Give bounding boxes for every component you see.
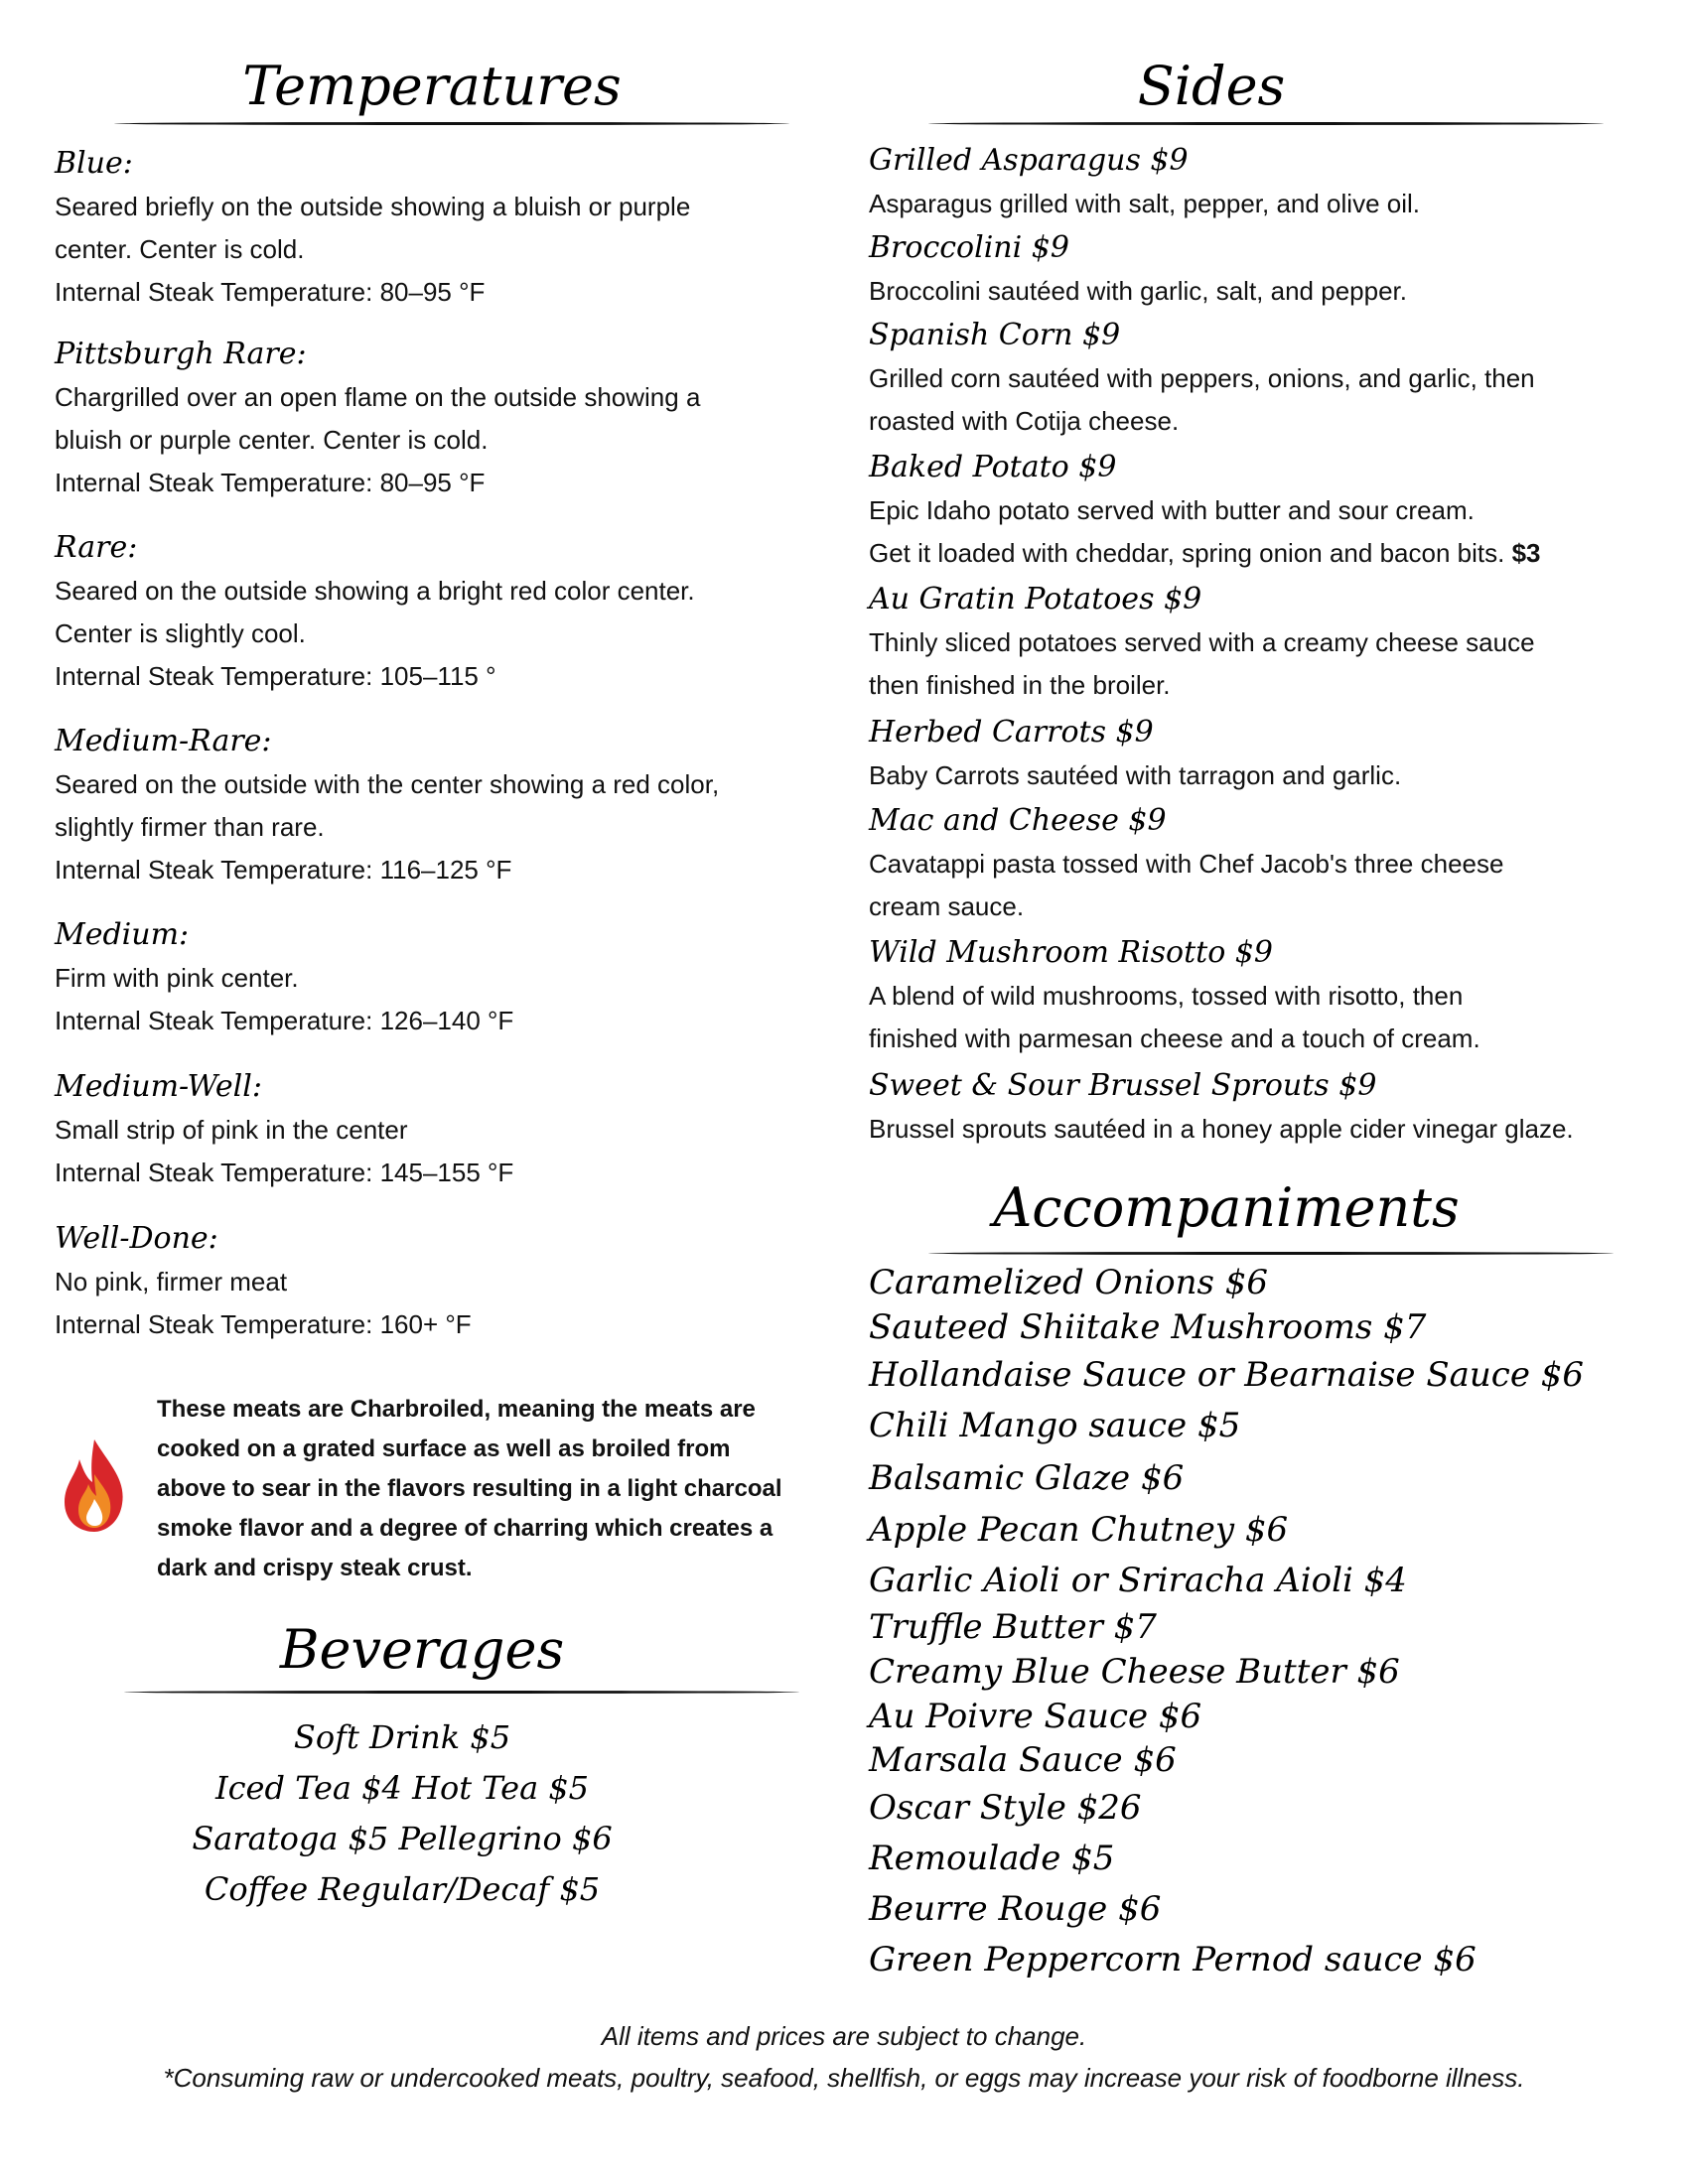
side-item xyxy=(869,446,1663,575)
accompaniment-item: Garlic Aioli or Sriracha Aioli $4 xyxy=(869,1561,1407,1600)
side-name: Wild Mushroom Risotto $9 xyxy=(869,935,1273,970)
accompaniment-item: Beurre Rouge $6 xyxy=(869,1889,1162,1929)
side-item xyxy=(869,226,1663,313)
beverage-line: Soft Drink $5 xyxy=(293,1718,511,1756)
side-name: Sweet & Sour Brussel Sprouts $9 xyxy=(869,1068,1377,1103)
charbroiled-note: These meats are Charbroiled, meaning the meats are cooked on a grated surface as well as broiled from above to sear in the flavors resulting in a light charcoal smoke flavor and a degree of charring which creates a dark and crispy steak crust. xyxy=(157,1396,782,1581)
temperature-item-medium-well xyxy=(55,1065,789,1194)
temperature-item-medium xyxy=(55,913,789,1042)
side-item xyxy=(869,578,1663,707)
accompaniment-item: Remoulade $5 xyxy=(869,1839,1115,1878)
accompaniment-item: Hollandaise Sauce or Bearnaise Sauce $6 xyxy=(869,1355,1585,1395)
temperature-desc: bluish or purple center. Center is cold. xyxy=(55,425,489,455)
temperature-internal: Internal Steak Temperature: 105–115 ° xyxy=(55,661,496,691)
flame-icon xyxy=(55,1434,134,1534)
accompaniment-item: Oscar Style $26 xyxy=(869,1788,1142,1828)
side-desc: Asparagus grilled with salt, pepper, and olive oil. xyxy=(869,189,1420,218)
accompaniment-item: Apple Pecan Chutney $6 xyxy=(869,1510,1289,1550)
side-item xyxy=(869,799,1663,928)
side-desc: cream sauce. xyxy=(869,891,1025,921)
loaded-price: $3 xyxy=(1511,538,1541,568)
temperature-item-medium-rare xyxy=(55,720,789,891)
side-desc: then finished in the broiler. xyxy=(869,670,1171,700)
temperature-desc: Center is slightly cool. xyxy=(55,618,306,648)
temperature-desc: Seared on the outside showing a bright red color center. xyxy=(55,576,695,606)
accompaniment-item: Green Peppercorn Pernod sauce $6 xyxy=(869,1940,1477,1979)
side-name: Spanish Corn $9 xyxy=(869,318,1121,352)
temperature-desc: Firm with pink center. xyxy=(55,963,299,993)
temperature-desc: No pink, firmer meat xyxy=(55,1267,288,1297)
side-item xyxy=(869,139,1663,225)
side-name: Broccolini $9 xyxy=(869,230,1069,265)
beverage-line: Iced Tea $4 Hot Tea $5 xyxy=(214,1769,590,1807)
side-item xyxy=(869,1064,1663,1151)
side-item xyxy=(869,931,1663,1060)
side-desc: Grilled corn sautéed with peppers, onions, and garlic, then xyxy=(869,363,1535,393)
side-item xyxy=(869,314,1663,443)
beverages-divider xyxy=(124,1691,799,1694)
temperature-internal: Internal Steak Temperature: 80–95 °F xyxy=(55,468,486,497)
accompaniment-item: Creamy Blue Cheese Butter $6 xyxy=(869,1652,1400,1692)
beverage-line: Saratoga $5 Pellegrino $6 xyxy=(192,1820,613,1857)
accompaniments-divider xyxy=(928,1252,1614,1255)
temperature-desc: center. Center is cold. xyxy=(55,234,305,264)
temperature-name: Medium: xyxy=(55,917,190,952)
temperature-item-rare xyxy=(55,526,789,698)
temperature-internal: Internal Steak Temperature: 80–95 °F xyxy=(55,277,486,307)
accompaniment-item: Chili Mango sauce $5 xyxy=(869,1406,1241,1445)
side-name: Herbed Carrots $9 xyxy=(869,715,1154,750)
temperature-internal: Internal Steak Temperature: 145–155 °F xyxy=(55,1158,514,1187)
side-desc: A blend of wild mushrooms, tossed with risotto, then xyxy=(869,981,1464,1011)
beverages-heading: Beverages xyxy=(279,1618,565,1681)
temperatures-divider xyxy=(114,122,789,125)
side-name: Mac and Cheese $9 xyxy=(869,803,1167,838)
temperature-desc: Chargrilled over an open flame on the outside showing a xyxy=(55,382,701,412)
accompaniments-list xyxy=(869,1261,1663,1984)
side-name: Baked Potato $9 xyxy=(869,450,1117,484)
side-desc-extra xyxy=(869,532,1663,575)
accompaniments-heading: Accompaniments xyxy=(993,1176,1460,1239)
beverages-list xyxy=(55,1712,750,1915)
temperature-item-well-done xyxy=(55,1217,789,1346)
temperature-name: Medium-Rare: xyxy=(55,724,272,758)
side-desc: Cavatappi pasta tossed with Chef Jacob's three cheese xyxy=(869,849,1504,879)
side-desc: Baby Carrots sautéed with tarragon and garlic. xyxy=(869,760,1402,790)
temperature-desc: Small strip of pink in the center xyxy=(55,1115,408,1145)
price-change-notice: All items and prices are subject to change. xyxy=(601,2021,1087,2051)
side-item xyxy=(869,711,1663,797)
temperature-internal: Internal Steak Temperature: 116–125 °F xyxy=(55,855,512,885)
temperature-internal: Internal Steak Temperature: 160+ °F xyxy=(55,1309,472,1339)
temperature-name: Medium-Well: xyxy=(55,1069,262,1104)
temperature-item-blue xyxy=(55,142,789,314)
accompaniment-item: Au Poivre Sauce $6 xyxy=(869,1697,1202,1736)
temperature-name: Rare: xyxy=(55,530,138,565)
side-desc: Epic Idaho potato served with butter and sour cream. xyxy=(869,495,1475,525)
temperatures-heading: Temperatures xyxy=(242,55,622,117)
side-desc: roasted with Cotija cheese. xyxy=(869,406,1180,436)
consumption-warning: *Consuming raw or undercooked meats, poultry, seafood, shellfish, or eggs may increase your risk of foodborne illness. xyxy=(163,2063,1525,2093)
accompaniment-item: Sauteed Shiitake Mushrooms $7 xyxy=(869,1307,1427,1347)
side-name: Au Gratin Potatoes $9 xyxy=(869,582,1202,616)
sides-divider xyxy=(928,122,1604,125)
side-desc: finished with parmesan cheese and a touch of cream. xyxy=(869,1024,1480,1053)
accompaniment-item: Caramelized Onions $6 xyxy=(869,1263,1269,1302)
side-name: Grilled Asparagus $9 xyxy=(869,143,1189,178)
side-desc: Broccolini sautéed with garlic, salt, and pepper. xyxy=(869,276,1407,306)
accompaniment-item: Truffle Butter $7 xyxy=(869,1607,1157,1647)
temperature-name: Blue: xyxy=(55,146,133,181)
temperature-name: Well-Done: xyxy=(55,1221,218,1256)
accompaniment-item: Balsamic Glaze $6 xyxy=(869,1458,1185,1498)
temperature-desc: Seared briefly on the outside showing a bluish or purple xyxy=(55,192,691,221)
beverage-line: Coffee Regular/Decaf $5 xyxy=(204,1870,601,1908)
temperature-item-pittsburgh-rare xyxy=(55,333,789,504)
temperature-desc: Seared on the outside with the center showing a red color, xyxy=(55,769,720,799)
temperature-internal: Internal Steak Temperature: 126–140 °F xyxy=(55,1006,514,1035)
temperature-name: Pittsburgh Rare: xyxy=(55,337,307,371)
loaded-option: Get it loaded with cheddar, spring onion and bacon bits. xyxy=(869,538,1505,568)
temperature-desc: slightly firmer than rare. xyxy=(55,812,325,842)
accompaniment-item: Marsala Sauce $6 xyxy=(869,1740,1177,1780)
side-desc: Thinly sliced potatoes served with a creamy cheese sauce xyxy=(869,627,1535,657)
sides-heading: Sides xyxy=(1137,55,1286,117)
side-desc: Brussel sprouts sautéed in a honey apple cider vinegar glaze. xyxy=(869,1114,1574,1144)
